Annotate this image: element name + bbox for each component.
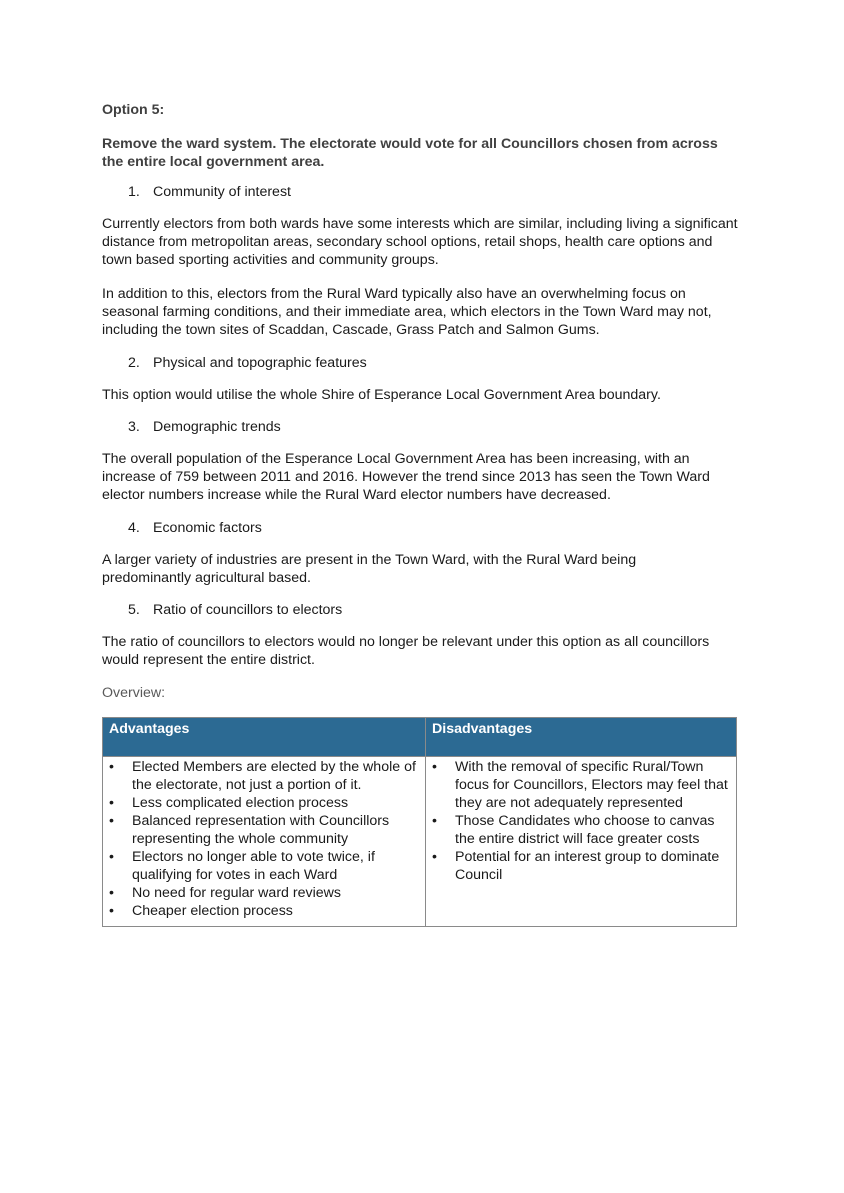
advantages-header: Advantages: [103, 718, 426, 757]
option-subheading: Remove the ward system. The electorate would vote for all Councillors chosen from across the entire local government area.: [102, 136, 718, 170]
overview-table: [102, 717, 737, 927]
bullet-icon: •: [109, 759, 114, 775]
list-item: [430, 812, 732, 848]
section-1-title: [102, 183, 291, 201]
list-item-text: Electors no longer able to vote twice, if qualifying for votes in each Ward: [132, 849, 375, 883]
list-item-text: Cheaper election process: [132, 903, 293, 919]
section-number: 1.: [128, 184, 140, 200]
section-number: 2.: [128, 355, 140, 371]
list-item: [430, 758, 732, 812]
list-item: [107, 812, 421, 848]
list-item-text: Balanced representation with Councillors representing the whole community: [132, 813, 390, 847]
list-item-text: Elected Members are elected by the whole of the electorate, not just a portion of it.: [132, 759, 416, 793]
advantages-list: [107, 758, 421, 920]
bullet-icon: •: [109, 795, 114, 811]
bullet-icon: •: [109, 903, 114, 919]
list-item-text: Those Candidates who choose to canvas the entire district will face greater costs: [455, 813, 715, 847]
bullet-icon: •: [432, 813, 437, 829]
section-5-title: [102, 601, 342, 619]
list-item: [107, 902, 421, 920]
overview-label: Overview:: [102, 685, 166, 701]
bullet-icon: •: [109, 885, 114, 901]
list-item-text: No need for regular ward reviews: [132, 885, 341, 901]
table-row: [103, 757, 737, 927]
section-title: Demographic trends: [153, 419, 281, 435]
disadvantages-cell: [426, 757, 737, 927]
section-4-paragraph-1: A larger variety of industries are present in the Town Ward, with the Rural Ward being predominantly agricultural based.: [102, 552, 637, 586]
section-number: 3.: [128, 419, 140, 435]
bullet-icon: •: [109, 849, 114, 865]
disadvantages-header: Disadvantages: [426, 718, 737, 757]
list-item: [107, 884, 421, 902]
list-item-text: With the removal of specific Rural/Town focus for Councillors, Electors may feel that they are not adequately represented: [455, 759, 728, 811]
list-item: [107, 848, 421, 884]
bullet-icon: •: [432, 759, 437, 775]
section-1-paragraph-1: Currently electors from both wards have some interests which are similar, including living a significant distance from metropolitan areas, secondary school options, retail shops, health care options and town based sporting activities and community groups.: [102, 216, 738, 268]
section-2-title: [102, 354, 367, 372]
section-title: Economic factors: [153, 520, 262, 536]
section-title: Physical and topographic features: [153, 355, 367, 371]
section-5-paragraph-1: The ratio of councillors to electors would no longer be relevant under this option as all councillors would represent the entire district.: [102, 634, 710, 668]
list-item-text: Potential for an interest group to dominate Council: [455, 849, 720, 883]
advantages-cell: [103, 757, 426, 927]
option-heading: Option 5:: [102, 102, 165, 118]
section-4-title: [102, 519, 262, 537]
list-item: [430, 848, 732, 884]
section-number: 5.: [128, 602, 140, 618]
section-2-paragraph-1: This option would utilise the whole Shire of Esperance Local Government Area boundary.: [102, 387, 661, 403]
disadvantages-list: [430, 758, 732, 884]
list-item: [107, 758, 421, 794]
section-3-paragraph-1: The overall population of the Esperance Local Government Area has been increasing, with an increase of 759 between 2011 and 2016. However the trend since 2013 has seen the Town Ward elector numbers increase while the Rural Ward elector numbers have decreased.: [102, 451, 710, 503]
bullet-icon: •: [432, 849, 437, 865]
list-item-text: Less complicated election process: [132, 795, 349, 811]
list-item: [107, 794, 421, 812]
section-1-paragraph-2: In addition to this, electors from the Rural Ward typically also have an overwhelming focus on seasonal farming conditions, and their immediate area, which electors in the Town Ward may not, including the town sites of Scaddan, Cascade, Grass Patch and Salmon Gums.: [102, 286, 712, 338]
section-title: Ratio of councillors to electors: [153, 602, 343, 618]
section-3-title: [102, 418, 281, 436]
section-number: 4.: [128, 520, 140, 536]
table-header-row: [103, 718, 737, 757]
bullet-icon: •: [109, 813, 114, 829]
section-title: Community of interest: [153, 184, 291, 200]
